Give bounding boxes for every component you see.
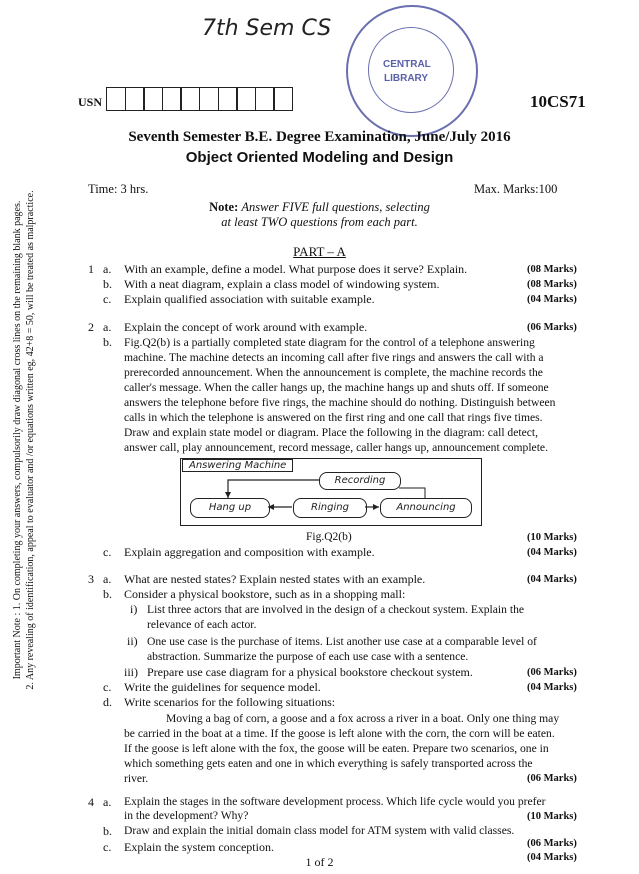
- q3c-text: Write the guidelines for sequence model.: [124, 680, 321, 694]
- q3b-i-line: List three actors that are involved in the design of a checkout system. Explain the: [147, 603, 525, 616]
- q3a-label: a.: [103, 572, 112, 586]
- q3b-iii-text: Prepare use case diagram for a physical bookstore checkout system.: [147, 665, 473, 679]
- q4a-marks: (10 Marks): [527, 811, 577, 822]
- q2c-text: Explain aggregation and composition with example.: [124, 545, 375, 559]
- usn-box: [162, 87, 182, 111]
- q2b-body: [124, 335, 604, 455]
- q2b-line: calls in which the telephone is answered on the first ring and one call that rings five times.: [124, 411, 543, 424]
- q4-number: 4: [88, 795, 94, 809]
- q3b-label: b.: [103, 587, 112, 601]
- q3b-text: Consider a physical bookstore, such as in a shopping mall:: [124, 587, 406, 601]
- q4c-label: c.: [103, 840, 112, 854]
- q2a-marks: (06 Marks): [527, 322, 577, 333]
- stamp-inner-ring: [368, 27, 454, 113]
- usn-label: USN: [78, 95, 103, 109]
- q3b-marks: (06 Marks): [527, 667, 577, 678]
- side-note-line-1: Important Note : 1. On completing your answers, compulsorily draw diagonal cross lines on the remaining blank pages.: [12, 200, 23, 680]
- state-recording: Recording: [319, 472, 401, 490]
- q3d-text: Write scenarios for the following situations:: [124, 695, 336, 709]
- q3b-i-label: i): [130, 602, 138, 616]
- usn-box: [218, 87, 238, 111]
- q2a-text: Explain the concept of work around with example.: [124, 320, 368, 334]
- outer-state-label: Answering Machine: [182, 459, 293, 472]
- q3d-line: be carried in the boat at a time. If the goose is left alone with the corn, the corn will be eaten.: [124, 727, 555, 740]
- q3d-line: Moving a bag of corn, a goose and a fox across a river in a boat. Only one thing may: [166, 712, 560, 725]
- q3d-line: If the goose is left alone with the fox, the goose will be eaten. Prepare two scenarios, one in: [124, 742, 549, 755]
- subject-title: Object Oriented Modeling and Design: [185, 149, 454, 166]
- usn-boxes: [106, 87, 292, 111]
- q1c-marks: (04 Marks): [527, 294, 577, 305]
- q3b-ii-line: abstraction. Summarize the purpose of each use case with a sentence.: [147, 650, 469, 663]
- max-marks: Max. Marks:100: [474, 182, 558, 196]
- q1b-text: With a neat diagram, explain a class model of windowing system.: [124, 277, 440, 291]
- note-prefix: Note:: [209, 200, 239, 214]
- figure-caption: Fig.Q2(b): [306, 531, 352, 543]
- q4b-label: b.: [103, 824, 112, 838]
- q2b-label: b.: [103, 335, 112, 349]
- usn-box: [125, 87, 145, 111]
- q3d-paragraph: [124, 711, 559, 786]
- handwritten-semester-note: 7th Sem CS: [202, 16, 332, 41]
- part-a-heading: PART – A: [293, 244, 346, 259]
- q4a-text: [124, 795, 546, 823]
- state-ringing: Ringing: [293, 498, 367, 518]
- q4a-label: a.: [103, 795, 112, 809]
- q1c-text: Explain qualified association with suitable example.: [124, 292, 375, 306]
- q2b-line: Fig.Q2(b) is a partially completed state diagram for the control of a telephone answering: [124, 336, 535, 349]
- q3b-ii-label: ii): [127, 634, 138, 648]
- q3b-ii-text: [147, 634, 537, 664]
- q3d-line: which something gets eaten and one in which everything is safely transported across the: [124, 757, 533, 770]
- q2b-marks: (10 Marks): [527, 532, 577, 543]
- q1a-marks: (08 Marks): [527, 264, 577, 275]
- note-line-2: at least TWO questions from each part.: [221, 215, 418, 229]
- q3c-marks: (04 Marks): [527, 682, 577, 693]
- library-stamp: [346, 5, 478, 137]
- course-code: 10CS71: [530, 92, 586, 111]
- q3a-text: What are nested states? Explain nested states with an example.: [124, 572, 426, 586]
- side-important-note: [11, 120, 37, 760]
- q2b-line: Draw and explain state model or diagram. Place the following in the diagram: call detect,: [124, 426, 539, 439]
- q3b-i-line: relevance of each actor.: [147, 618, 257, 631]
- q1c-label: c.: [103, 292, 112, 306]
- q3a-marks: (04 Marks): [527, 574, 577, 585]
- q1b-marks: (08 Marks): [527, 279, 577, 290]
- q2c-label: c.: [103, 545, 112, 559]
- stamp-line-library: LIBRARY: [384, 73, 429, 84]
- q3d-line: river.: [124, 772, 149, 785]
- usn-box: [199, 87, 219, 111]
- state-diagram-figure: [180, 458, 480, 528]
- q2a-label: a.: [103, 320, 112, 334]
- exam-note: [0, 200, 639, 230]
- q4c-text: Explain the system conception.: [124, 840, 274, 854]
- usn-box: [180, 87, 200, 111]
- q3b-i-text: [147, 602, 524, 632]
- q1b-label: b.: [103, 277, 112, 291]
- q3-number: 3: [88, 572, 94, 586]
- q2c-marks: (04 Marks): [527, 547, 577, 558]
- exam-title: Seventh Semester B.E. Degree Examination, June/July 2016: [128, 129, 511, 145]
- transition-arrows: [180, 458, 480, 524]
- state-announcing: Announcing: [380, 498, 472, 518]
- time-allowed: Time: 3 hrs.: [88, 182, 149, 196]
- q3d-marks: (06 Marks): [527, 773, 577, 784]
- q4b-marks: (06 Marks): [527, 838, 577, 849]
- q4a-line: in the development? Why?: [124, 809, 249, 822]
- usn-box: [143, 87, 163, 111]
- side-note-line-2: 2. Any revealing of identification, appeal to evaluator and /or equations written eg, 42+8 = 50, will be treated as malpractice.: [25, 190, 36, 690]
- q4b-text: Draw and explain the initial domain class model for ATM system with valid classes.: [124, 824, 515, 837]
- usn-box: [255, 87, 275, 111]
- q2b-line: answers the telephone before five rings, the machine should do nothing. Distinguish between: [124, 396, 556, 409]
- usn-box: [106, 87, 126, 111]
- stamp-line-central: CENTRAL: [383, 59, 431, 70]
- q3b-iii-label: iii): [124, 665, 138, 679]
- q1-number: 1: [88, 262, 94, 276]
- q3d-label: d.: [103, 695, 112, 709]
- usn-box: [273, 87, 293, 111]
- q3c-label: c.: [103, 680, 112, 694]
- q2b-line: answer call, play announcement, record message, caller hangs up, announcement complete.: [124, 441, 548, 454]
- q2b-line: caller's message. When the caller hangs up, the machine hangs up and shuts off. If someone: [124, 381, 549, 394]
- q2b-line: prerecorded announcement. When the announcement is complete, the machine records the: [124, 366, 543, 379]
- state-hang-up: Hang up: [190, 498, 270, 518]
- page-footer: 1 of 2: [305, 855, 334, 869]
- usn-box: [236, 87, 256, 111]
- q2-number: 2: [88, 320, 94, 334]
- q1a-label: a.: [103, 262, 112, 276]
- note-line-1: Answer FIVE full questions, selecting: [241, 200, 430, 214]
- q2b-line: machine. The machine detects an incoming call after five rings and answers the call with a: [124, 351, 544, 364]
- q1a-text: With an example, define a model. What purpose does it serve? Explain.: [124, 262, 468, 276]
- q4c-marks: (04 Marks): [527, 852, 577, 863]
- q3b-ii-line: One use case is the purchase of items. List another use case at a comparable level of: [147, 635, 537, 648]
- q4a-line: Explain the stages in the software development process. Which life cycle would you prefer: [124, 795, 546, 808]
